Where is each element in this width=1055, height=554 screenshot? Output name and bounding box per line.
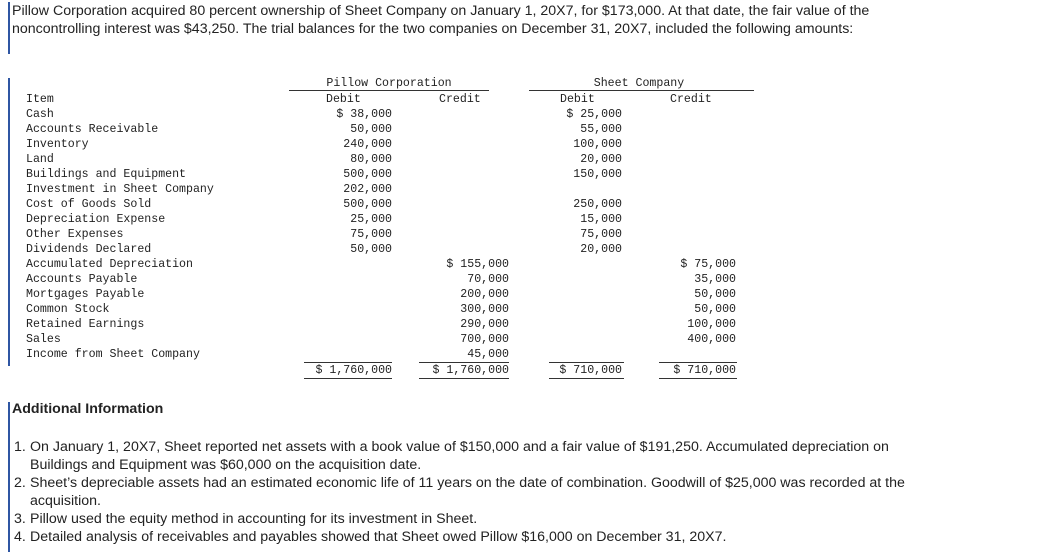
company1-header: Pillow Corporation	[326, 77, 452, 90]
sheet-credit-cell: 50,000	[694, 288, 736, 301]
sheet-debit-cell: 20,000	[580, 153, 622, 166]
sheet-credit-cell: 50,000	[694, 303, 736, 316]
pillow-debit-cell: 50,000	[350, 123, 392, 136]
pillow-credit-cell: 700,000	[460, 333, 509, 346]
sheet-debit-total-underline	[549, 378, 624, 379]
info-accent-bar	[8, 402, 10, 552]
table-row	[14, 122, 754, 137]
sheet-credit-cell: 100,000	[687, 318, 736, 331]
table-row	[14, 152, 754, 167]
item-cell: Land	[26, 153, 54, 166]
pillow-debit-cell: 202,000	[343, 183, 392, 196]
sheet-credit-cell: $ 75,000	[680, 258, 736, 271]
table-row	[14, 137, 754, 152]
info-item-number: 2.	[14, 475, 26, 491]
item-header: Item	[26, 93, 54, 106]
info-item	[14, 438, 914, 474]
item-cell: Accumulated Depreciation	[26, 258, 193, 271]
company-header-row	[14, 76, 754, 91]
info-item	[14, 528, 914, 546]
info-item-text: Sheet’s depreciable assets had an estimated economic life of 11 years on the date of combination. Goodwill of $25,000 was recorded at the acquisition.	[30, 475, 905, 509]
sheet-credit-cell: 400,000	[687, 333, 736, 346]
item-cell: Common Stock	[26, 303, 110, 316]
pillow-credit-cell: $ 155,000	[446, 258, 509, 271]
pillow-credit-cell: 200,000	[460, 288, 509, 301]
pillow-debit-cell: 25,000	[350, 213, 392, 226]
company1-underline	[289, 90, 489, 91]
sheet-credit-total-underline	[659, 378, 737, 379]
table-row	[14, 107, 754, 122]
pillow-debit-cell: 80,000	[350, 153, 392, 166]
info-item-number: 3.	[14, 511, 26, 527]
sheet-debit-cell: 250,000	[573, 198, 622, 211]
pillow-debit-total-underline	[304, 378, 392, 379]
sheet-debit-total: $ 710,000	[559, 364, 622, 377]
item-cell: Buildings and Equipment	[26, 168, 187, 181]
item-cell: Accounts Receivable	[26, 123, 159, 136]
table-row	[14, 227, 754, 242]
pillow-credit-total-underline	[419, 378, 509, 379]
info-item-number: 1.	[14, 439, 26, 455]
table-row	[14, 242, 754, 257]
item-cell: Mortgages Payable	[26, 288, 145, 301]
company2-underline	[529, 90, 754, 91]
totals-row	[14, 363, 754, 378]
item-cell: Retained Earnings	[26, 318, 145, 331]
pillow-debit-cell: $ 38,000	[336, 108, 392, 121]
company2-header: Sheet Company	[593, 77, 685, 90]
pillow-debit-cell: 500,000	[343, 198, 392, 211]
pillow-credit-total: $ 1,760,000	[432, 364, 509, 377]
pillow-debit-cell: 50,000	[350, 243, 392, 256]
sheet-credit-header: Credit	[670, 93, 712, 106]
pillow-credit-header: Credit	[439, 93, 481, 106]
sheet-debit-cell: $ 25,000	[566, 108, 622, 121]
pillow-credit-cell: 70,000	[467, 273, 509, 286]
sheet-debit-cell: 15,000	[580, 213, 622, 226]
sheet-debit-cell: 100,000	[573, 138, 622, 151]
info-item-text: Pillow used the equity method in accounting for its investment in Sheet.	[30, 511, 478, 527]
table-row	[14, 197, 754, 212]
pillow-debit-cell: 240,000	[343, 138, 392, 151]
pillow-debit-cell: 75,000	[350, 228, 392, 241]
info-item	[14, 474, 914, 510]
table-row	[14, 347, 754, 362]
pillow-credit-cell: 290,000	[460, 318, 509, 331]
item-cell: Cost of Goods Sold	[26, 198, 152, 211]
info-item-text: Detailed analysis of receivables and payables showed that Sheet owed Pillow $16,000 on December 31, 20X7.	[30, 529, 727, 545]
sheet-debit-cell: 20,000	[580, 243, 622, 256]
pillow-debit-total: $ 1,760,000	[315, 364, 392, 377]
item-cell: Accounts Payable	[26, 273, 138, 286]
sheet-credit-cell: 35,000	[694, 273, 736, 286]
table-row	[14, 257, 754, 272]
item-cell: Depreciation Expense	[26, 213, 166, 226]
sheet-debit-cell: 150,000	[573, 168, 622, 181]
sheet-debit-header: Debit	[560, 93, 595, 106]
info-item-number: 4.	[14, 529, 26, 545]
sheet-credit-total: $ 710,000	[673, 364, 736, 377]
intro-accent-bar	[8, 2, 10, 54]
pillow-credit-cell: 45,000	[467, 348, 509, 361]
info-item	[14, 510, 914, 528]
column-header-row	[14, 92, 754, 107]
table-row	[14, 212, 754, 227]
pillow-debit-cell: 500,000	[343, 168, 392, 181]
item-cell: Inventory	[26, 138, 89, 151]
item-cell: Income from Sheet Company	[26, 348, 200, 361]
problem-intro: Pillow Corporation acquired 80 percent ownership of Sheet Company on January 1, 20X7, for $173,000. At that date, the fair value of the noncontrolling interest was $43,250. The trial balances for the two companies on December 31, 20X7, included the following amounts:	[12, 3, 870, 37]
pillow-credit-cell: 300,000	[460, 303, 509, 316]
table-row	[14, 287, 754, 302]
table-row	[14, 302, 754, 317]
additional-info-list	[14, 438, 914, 546]
pillow-debit-header: Debit	[326, 93, 361, 106]
table-row	[14, 317, 754, 332]
item-cell: Other Expenses	[26, 228, 124, 241]
table-row	[14, 332, 754, 347]
item-cell: Cash	[26, 108, 54, 121]
item-cell: Dividends Declared	[26, 243, 152, 256]
additional-info-heading: Additional Information	[12, 401, 164, 417]
table-row	[14, 272, 754, 287]
info-item-text: On January 1, 20X7, Sheet reported net assets with a book value of $150,000 and a fair value of $191,250. Accumulated depreciation on Buildings and Equipment was $60,000 on the acquisition date.	[30, 439, 889, 473]
item-cell: Investment in Sheet Company	[26, 183, 214, 196]
table-accent-bar	[8, 78, 10, 366]
table-row	[14, 167, 754, 182]
sheet-debit-cell: 75,000	[580, 228, 622, 241]
item-cell: Sales	[26, 333, 61, 346]
sheet-debit-cell: 55,000	[580, 123, 622, 136]
table-row	[14, 182, 754, 197]
